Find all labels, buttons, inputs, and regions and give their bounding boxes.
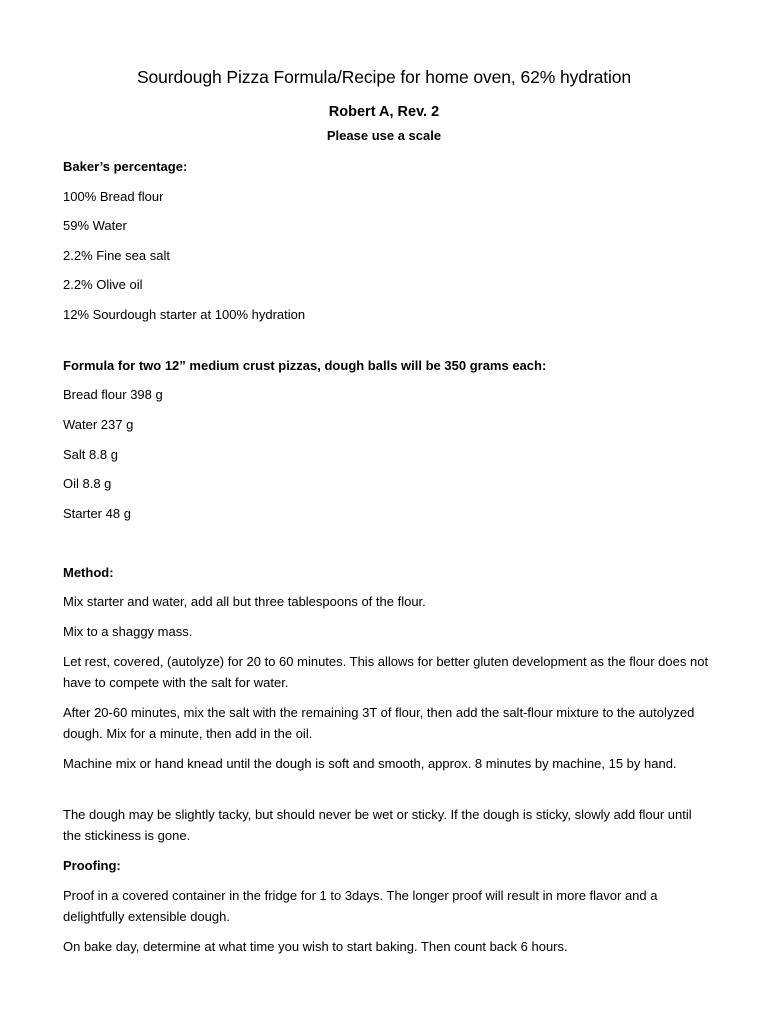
method-step: Machine mix or hand knead until the dough is soft and smooth, approx. 8 minutes by machine, 15 by hand. [63,756,677,771]
formula-item-water: Water 237 g [63,417,134,432]
method-heading: Method: [63,565,114,580]
formula-item-oil: Oil 8.8 g [63,476,112,491]
proofing-step: Proof in a covered container in the fridge for 1 to 3days. The longer proof will result in more flavor and a delightfully extensible dough. [63,888,658,924]
method-step: Let rest, covered, (autolyze) for 20 to 60 minutes. This allows for better gluten development as the flour does not have to compete with the salt for water. [63,654,709,690]
scale-note: Please use a scale [326,128,442,143]
formula-item-flour: Bread flour 398 g [63,387,163,402]
method-step: Mix to a shaggy mass. [63,624,193,639]
method-step: Mix starter and water, add all but three tablespoons of the flour. [63,594,426,609]
method-step: The dough may be slightly tacky, but should never be wet or sticky. If the dough is sticky, slowly add flour until the stickiness is gone. [63,807,692,843]
bakers-item-oil: 2.2% Olive oil [63,277,143,292]
bakers-item-salt: 2.2% Fine sea salt [63,248,170,263]
bakers-item-water: 59% Water [63,218,127,233]
proofing-step: On bake day, determine at what time you wish to start baking. Then count back 6 hours. [63,939,568,954]
formula-item-salt: Salt 8.8 g [63,447,118,462]
bakers-percentage-heading: Baker’s percentage: [63,159,188,174]
document-title: Sourdough Pizza Formula/Recipe for home oven, 62% hydration [136,67,632,87]
bakers-item-starter: 12% Sourdough starter at 100% hydration [63,307,306,322]
formula-heading: Formula for two 12” medium crust pizzas, dough balls will be 350 grams each: [63,358,547,373]
author-revision: Robert A, Rev. 2 [328,104,440,120]
formula-item-starter: Starter 48 g [63,506,131,521]
proofing-heading: Proofing: [63,858,121,873]
method-step: After 20-60 minutes, mix the salt with the remaining 3T of flour, then add the salt-flour mixture to the autolyzed dough. Mix for a minute, then add in the oil. [63,705,695,741]
bakers-item-flour: 100% Bread flour [63,189,164,204]
